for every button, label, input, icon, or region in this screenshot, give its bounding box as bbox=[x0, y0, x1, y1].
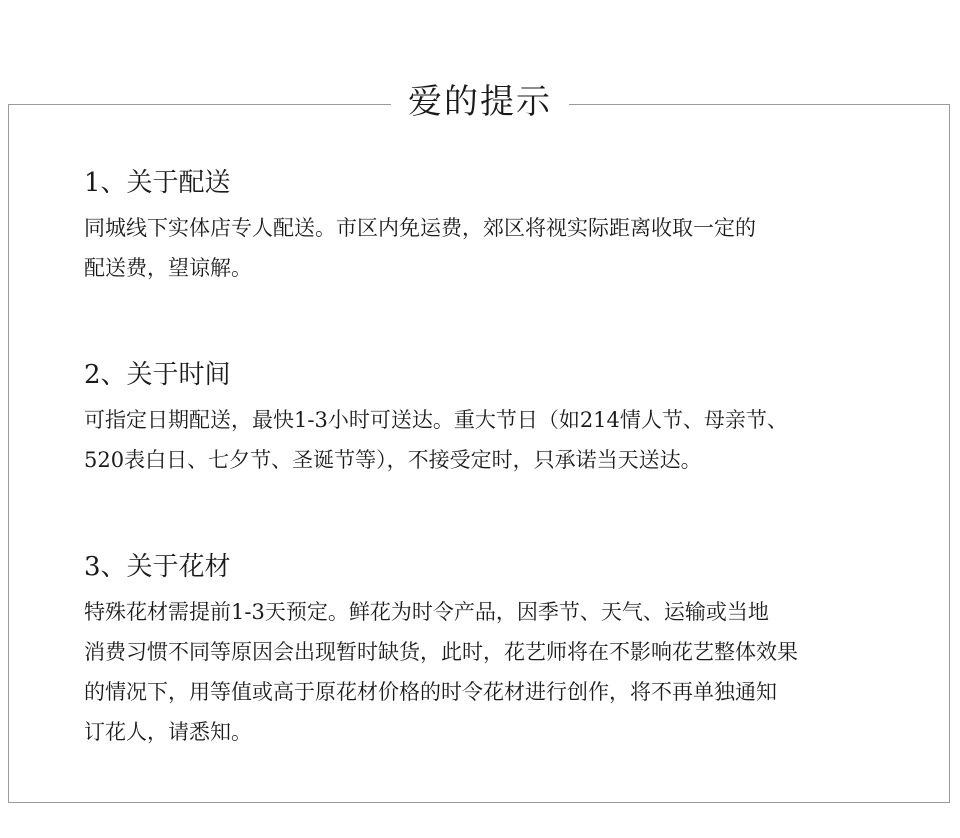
page-title: 爱的提示 bbox=[391, 72, 569, 132]
section-heading: 3、关于花材 bbox=[84, 552, 231, 582]
body-line: 的情况下，用等值或高于原花材价格的时令花材进行创作，将不再单独通知 bbox=[84, 680, 777, 704]
body-line: 消费习惯不同等原因会出现暂时缺货，此时，花艺师将在不影响花艺整体效果 bbox=[84, 640, 798, 664]
section-delivery bbox=[84, 166, 904, 288]
body-line: 订花人，请悉知。 bbox=[84, 720, 252, 744]
section-heading: 2、关于时间 bbox=[84, 360, 231, 390]
section-body bbox=[84, 400, 904, 480]
section-flowers bbox=[84, 550, 904, 752]
section-heading: 1、关于配送 bbox=[84, 168, 231, 198]
section-time bbox=[84, 358, 904, 480]
body-line: 520表白日、七夕节、圣诞节等），不接受定时，只承诺当天送达。 bbox=[84, 448, 702, 472]
body-line: 同城线下实体店专人配送。市区内免运费，郊区将视实际距离收取一定的 bbox=[84, 216, 756, 240]
section-body bbox=[84, 592, 904, 752]
body-line: 特殊花材需提前1-3天预定。鲜花为时令产品，因季节、天气、运输或当地 bbox=[84, 600, 769, 624]
body-line: 可指定日期配送，最快1-3小时可送达。重大节日（如214情人节、母亲节、 bbox=[84, 408, 788, 432]
section-body bbox=[84, 208, 904, 288]
body-line: 配送费，望谅解。 bbox=[84, 256, 252, 280]
